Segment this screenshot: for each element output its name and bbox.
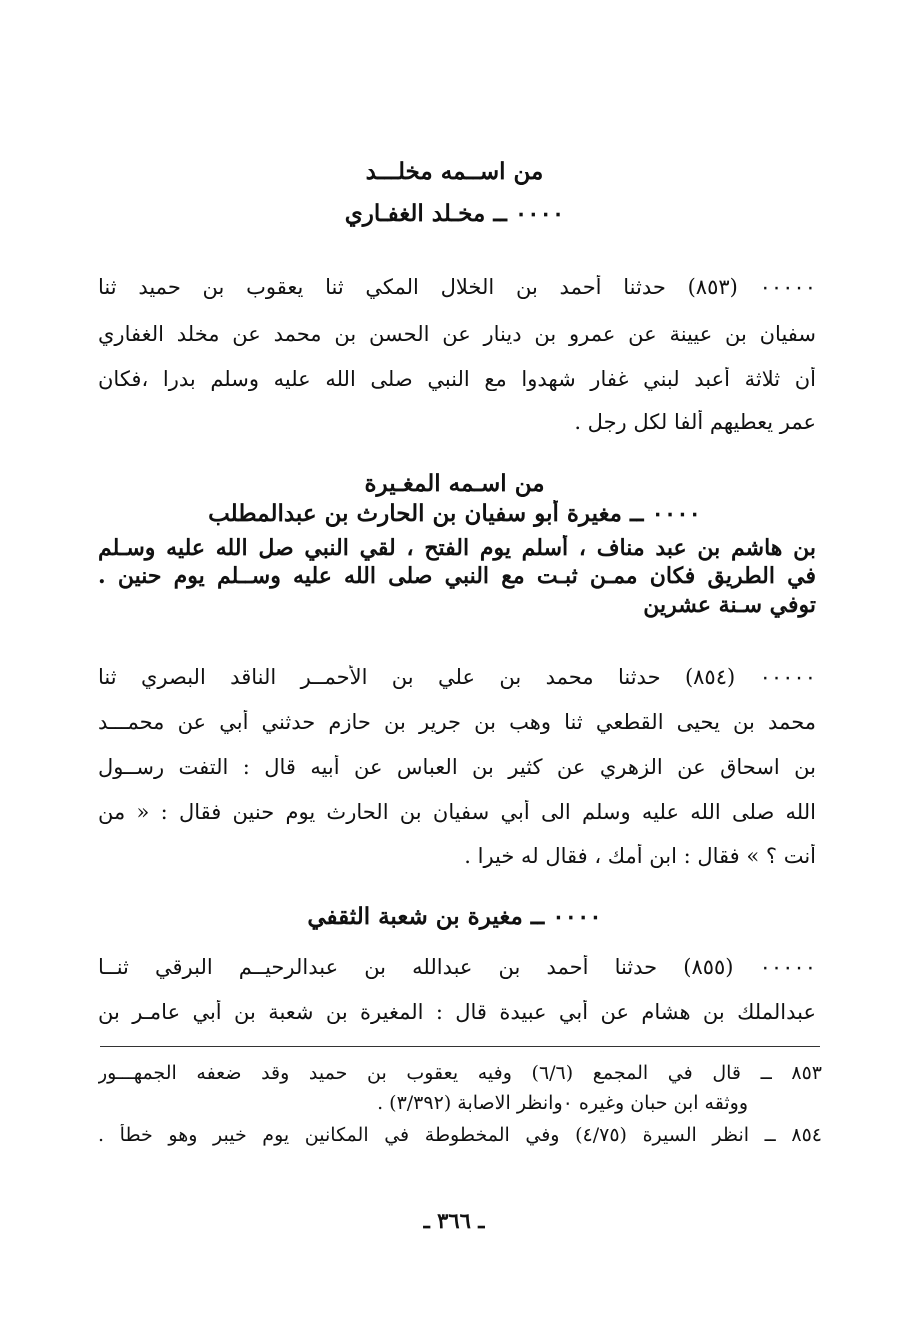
biography-line: بن هاشم بن عبد مناف ، أسلم يوم الفتح ، لقي النبي صل الله عليه وسـلم — [98, 535, 816, 561]
hadith-854-line: ٠٠٠٠٠ (٨٥٤) حدثنا محمد بن علي بن الأحمــر الناقد البصري ثنا — [98, 665, 816, 689]
footnote-853-continued: ووثقه ابن حبان وغيره ٠وانظر الاصابة (٣/٣٩٢) . — [377, 1092, 748, 1114]
entry-heading-mughira-abu-sufyan: ٠٠٠٠ ــ مغيرة أبو سفيان بن الحارث بن عبدالمطلب — [208, 500, 701, 527]
hadith-853-line: عمر يعطيهم ألفا لكل رجل . — [574, 410, 816, 434]
biography-line: توفي سـنة عشرين — [643, 592, 816, 618]
section-heading-mukhallad: من اســمه مخلـــد — [365, 158, 544, 185]
hadith-854-line: بن اسحاق عن الزهري عن كثير بن العباس عن أبيه قال : التفت رســول — [98, 755, 816, 779]
page-number: ـ ٣٦٦ ـ — [423, 1208, 485, 1233]
hadith-855-line: عبدالملك بن هشام عن أبي عبيدة قال : المغيرة بن شعبة بن أبي عامـر بن — [98, 1000, 816, 1024]
footnote-853: ٨٥٣ ــ قال في المجمع (٦/٦) وفيه يعقوب بن حميد وقد ضعفه الجمهـــور — [98, 1062, 822, 1084]
section-heading-mughira: من اسـمه المغـيرة — [364, 470, 545, 497]
hadith-854-line: محمد بن يحيى القطعي ثنا وهب بن جرير بن حازم حدثني أبي عن محمـــد — [98, 710, 816, 734]
hadith-855-line: ٠٠٠٠٠ (٨٥٥) حدثنا أحمد بن عبدالله بن عبدالرحيــم البرقي ثنــا — [98, 955, 816, 979]
entry-heading-mukhallad-al-ghifari: ٠٠٠٠ ــ مخـلد الغفـاري — [344, 200, 565, 227]
hadith-854-line: أنت ؟ » فقال : ابن أمك ، فقال له خيرا . — [464, 844, 816, 868]
footnote-separator — [100, 1046, 820, 1047]
hadith-854-line: الله صلى الله عليه وسلم الى أبي سفيان بن الحارث يوم حنين فقال : « من — [98, 800, 816, 824]
entry-heading-mughira-ibn-shuba: ٠٠٠٠ ــ مغيرة بن شعبة الثقفي — [307, 903, 602, 930]
biography-line: في الطريق فكان ممـن ثبـت مع النبي صلى الله عليه وســلم يوم حنين . — [98, 563, 816, 589]
footnote-854: ٨٥٤ ــ انظر السيرة (٤/٧٥) وفي المخطوطة في المكانين يوم خيبر وهو خطأ . — [98, 1124, 822, 1146]
hadith-853-line: ٠٠٠٠٠ (٨٥٣) حدثنا أحمد بن الخلال المكي ثنا يعقوب بن حميد ثنا — [98, 275, 816, 299]
hadith-853-line: أن ثلاثة أعبد لبني غفار شهدوا مع النبي صلى الله عليه وسلم بدرا ،فكان — [98, 367, 816, 391]
hadith-853-line: سفيان بن عيينة عن عمرو بن دينار عن الحسن بن محمد عن مخلد الغفاري — [98, 322, 816, 346]
